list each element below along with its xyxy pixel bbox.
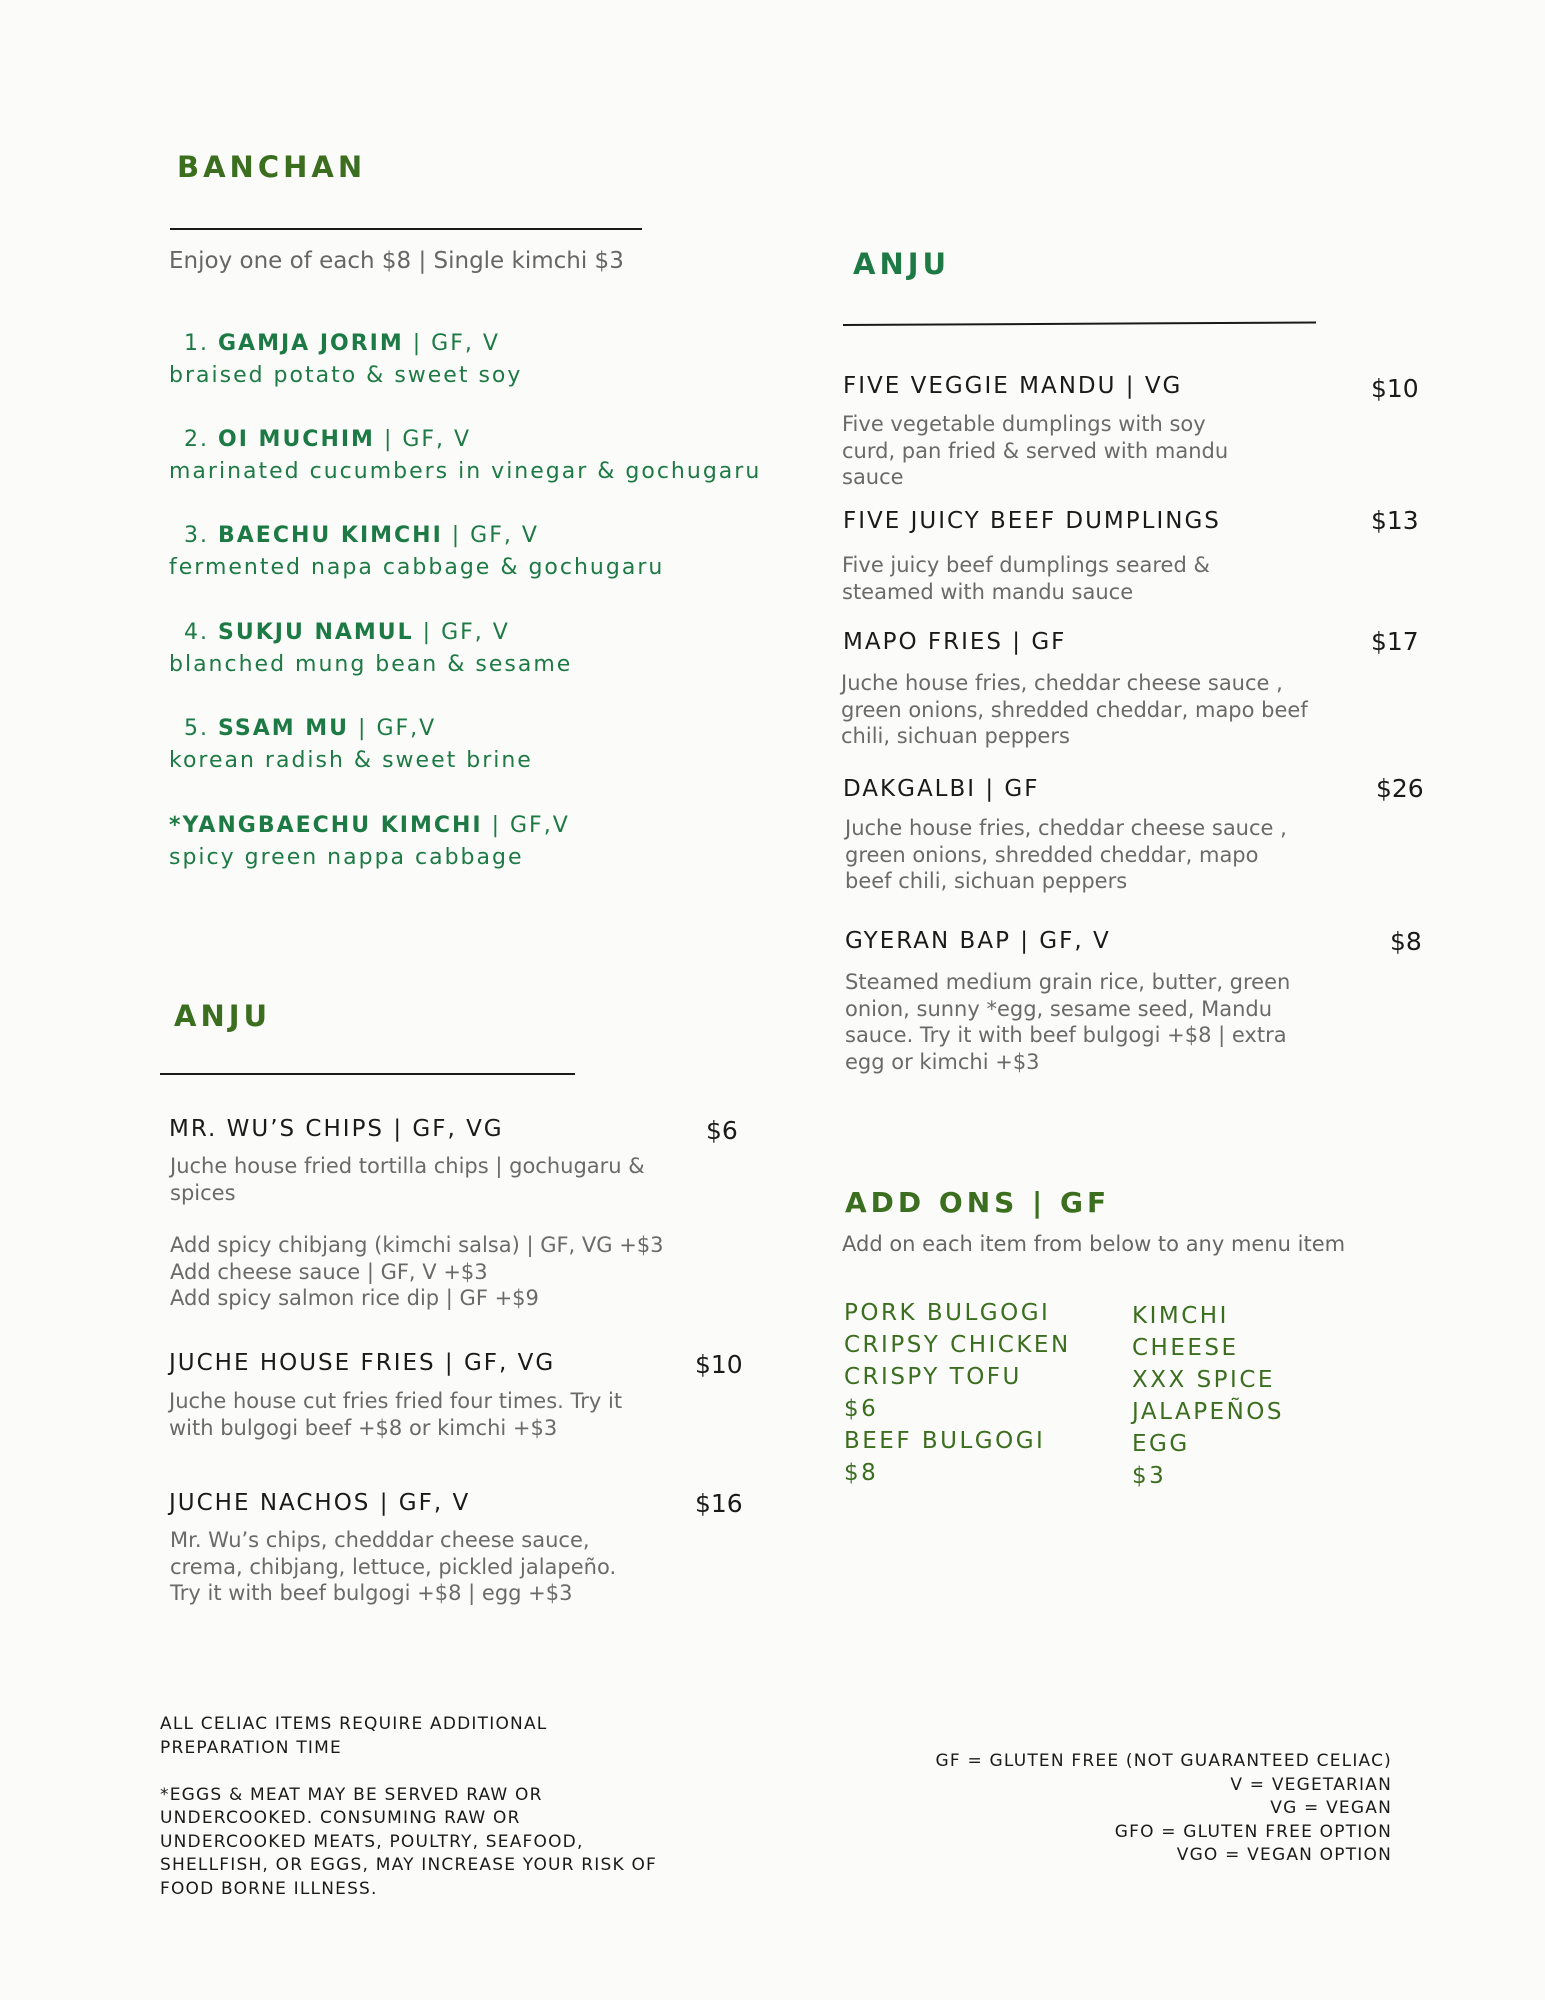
celiac-notice: ALL CELIAC ITEMS REQUIRE ADDITIONAL PREPARATION TIME *EGGS & MEAT MAY BE SERVED RAW OR UNDERCOOKED. CONSUMING RAW OR UNDERCOOKED MEATS, POULTRY, SEAFOOD, SHELLFISH, OR EGGS, MAY INCREASE YOUR RISK OF FOOD BORNE ILLNESS. bbox=[160, 1714, 658, 1899]
banchan-heading: BANCHAN bbox=[177, 150, 367, 184]
menu-item-title: JUCHE HOUSE FRIES | GF, VG bbox=[169, 1350, 556, 1376]
menu-item-desc: Steamed medium grain rice, butter, green onion, sunny *egg, sesame seed, Mandu sauce. Try it with beef bulgogi +$8 | extra egg or kimchi +$3 bbox=[845, 970, 1291, 1074]
menu-item-desc: Five vegetable dumplings with soy curd, pan fried & served with mandu sauce bbox=[842, 412, 1229, 489]
menu-item-desc: Mr. Wu’s chips, chedddar cheese sauce, crema, chibjang, lettuce, pickled jalapeño. Try it with beef bulgogi +$8 | egg +$3 bbox=[170, 1528, 617, 1605]
banchan-list bbox=[169, 328, 761, 874]
item-desc: korean radish & sweet brine bbox=[169, 748, 533, 773]
menu-item-price: $13 bbox=[1371, 506, 1419, 535]
menu-item-price: $10 bbox=[695, 1350, 743, 1379]
item-name: SSAM MU bbox=[218, 716, 350, 741]
banchan-subtitle: Enjoy one of each $8 | Single kimchi $3 bbox=[169, 248, 624, 274]
item-tags: | GF, V bbox=[413, 620, 510, 645]
item-desc: braised potato & sweet soy bbox=[169, 363, 523, 388]
item-number: 2. bbox=[184, 427, 209, 452]
item-tags: | GF, V bbox=[442, 523, 539, 548]
menu-item-title: MR. WU’S CHIPS | GF, VG bbox=[169, 1116, 504, 1142]
menu-item-title: FIVE JUICY BEEF DUMPLINGS bbox=[843, 508, 1221, 534]
banchan-item bbox=[169, 617, 761, 713]
menu-item-desc: Five juicy beef dumplings seared & steamed with mandu sauce bbox=[842, 553, 1210, 604]
menu-item-title: DAKGALBI | GF bbox=[843, 776, 1040, 802]
menu-item-desc: Juche house cut fries fried four times. Try it with bulgogi beef +$8 or kimchi +$3 bbox=[169, 1389, 623, 1440]
item-number: 3. bbox=[184, 523, 209, 548]
item-name: *YANGBAECHU KIMCHI bbox=[169, 813, 483, 838]
add-ons-subtitle: Add on each item from below to any menu item bbox=[842, 1232, 1346, 1256]
add-ons-column-2: KIMCHI CHEESE XXX SPICE JALAPEÑOS EGG $3 bbox=[1132, 1303, 1284, 1489]
menu-item-price: $16 bbox=[695, 1489, 743, 1518]
item-tags: | GF,V bbox=[349, 716, 437, 741]
menu-item-desc: Juche house fries, cheddar cheese sauce , green onions, shredded cheddar, mapo beef chili, sichuan peppers bbox=[845, 816, 1287, 893]
item-number: 1. bbox=[184, 331, 209, 356]
add-ons-column-1: PORK BULGOGI CRIPSY CHICKEN CRISPY TOFU $6 BEEF BULGOGI $8 bbox=[844, 1300, 1071, 1486]
menu-item-title: JUCHE NACHOS | GF, V bbox=[169, 1490, 471, 1516]
anju-right-heading: ANJU bbox=[853, 247, 951, 281]
banchan-item bbox=[169, 520, 761, 617]
item-number: 4. bbox=[184, 620, 209, 645]
menu-item-price: $8 bbox=[1390, 927, 1422, 956]
anju-left-heading: ANJU bbox=[174, 999, 272, 1033]
menu-item-title: GYERAN BAP | GF, V bbox=[845, 928, 1111, 954]
divider bbox=[170, 228, 642, 230]
divider bbox=[843, 322, 1316, 326]
banchan-item bbox=[169, 713, 761, 810]
item-tags: | GF, V bbox=[374, 427, 472, 452]
item-desc: marinated cucumbers in vinegar & gochugaru bbox=[169, 459, 762, 484]
menu-item-desc: Juche house fries, cheddar cheese sauce , green onions, shredded cheddar, mapo beef chili, sichuan peppers bbox=[841, 671, 1308, 748]
item-desc: fermented napa cabbage & gochugaru bbox=[169, 555, 665, 580]
banchan-item bbox=[169, 424, 761, 520]
banchan-item bbox=[169, 810, 761, 874]
item-name: OI MUCHIM bbox=[218, 427, 375, 452]
menu-item-title: FIVE VEGGIE MANDU | VG bbox=[843, 373, 1183, 399]
item-tags: | GF,V bbox=[482, 813, 570, 838]
menu-item-price: $17 bbox=[1371, 627, 1419, 656]
menu-item-price: $26 bbox=[1376, 774, 1424, 803]
item-name: GAMJA JORIM bbox=[218, 331, 404, 356]
item-number: 5. bbox=[184, 716, 209, 741]
item-name: SUKJU NAMUL bbox=[218, 620, 414, 645]
dietary-legend: GF = GLUTEN FREE (NOT GUARANTEED CELIAC) V = VEGETARIAN VG = VEGAN GFO = GLUTEN FREE OPTION VGO = VEGAN OPTION bbox=[935, 1751, 1392, 1865]
item-desc: blanched mung bean & sesame bbox=[169, 652, 573, 677]
item-name: BAECHU KIMCHI bbox=[218, 523, 443, 548]
menu-item-price: $6 bbox=[706, 1116, 738, 1145]
add-ons-heading: ADD ONS | GF bbox=[845, 1186, 1111, 1219]
divider bbox=[160, 1073, 575, 1075]
banchan-item bbox=[169, 328, 761, 424]
menu-item-price: $10 bbox=[1371, 374, 1419, 403]
menu-item-desc: Juche house fried tortilla chips | gochugaru & spices Add spicy chibjang (kimchi salsa) | GF, VG +$3 Add cheese sauce | GF, V +$3 Add spicy salmon rice dip | GF +$9 bbox=[170, 1154, 664, 1310]
menu-item-title: MAPO FRIES | GF bbox=[843, 629, 1067, 655]
item-tags: | GF, V bbox=[403, 331, 500, 356]
item-desc: spicy green nappa cabbage bbox=[169, 845, 524, 870]
